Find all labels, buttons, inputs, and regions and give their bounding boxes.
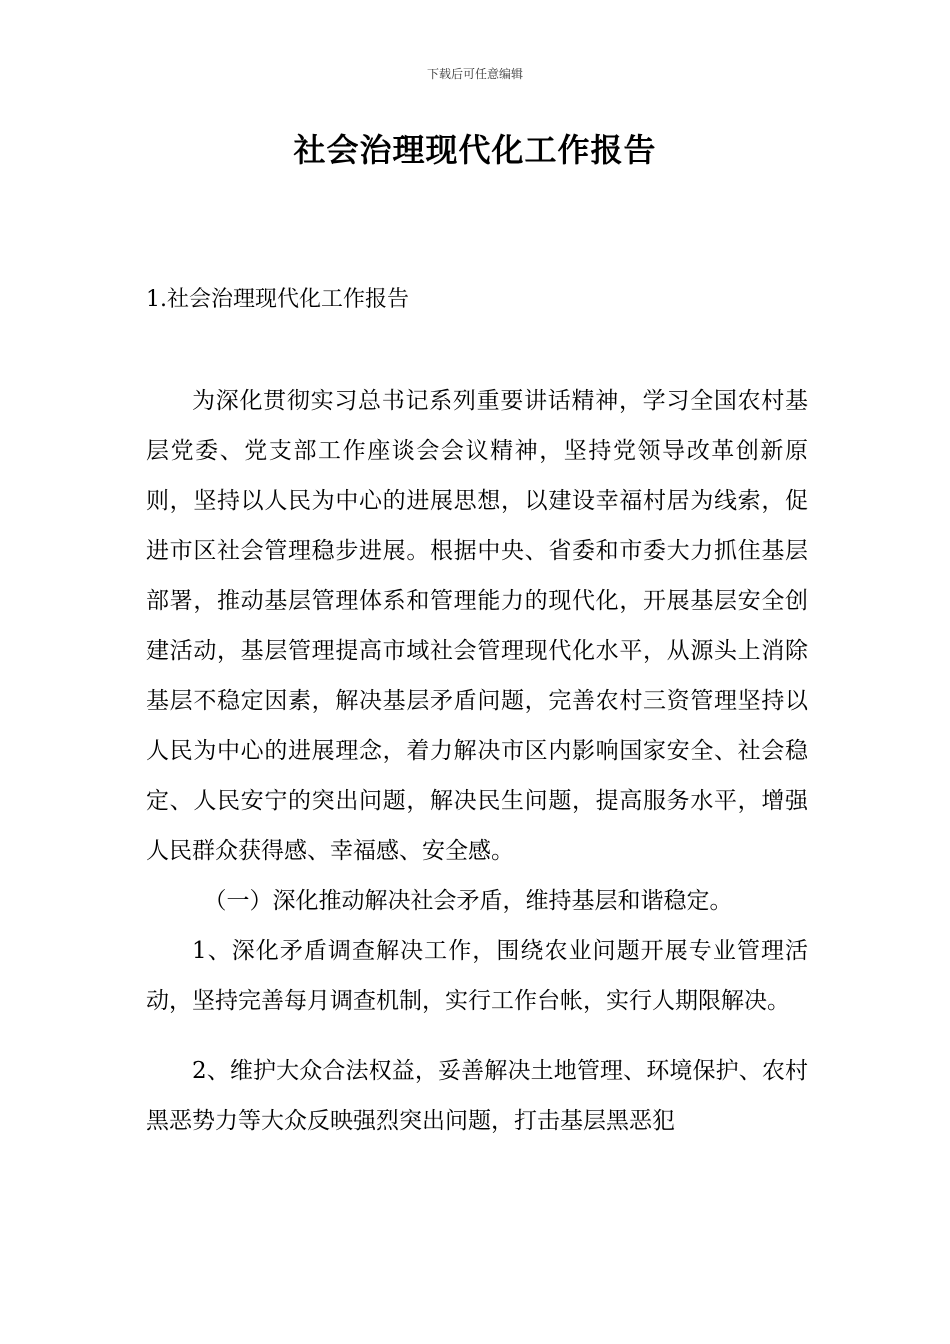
paragraph-item-2: 2、维护大众合法权益，妥善解决土地管理、环境保护、农村黑恶势力等大众反映强烈突出问题，打击基层黑恶犯 <box>146 1058 808 1134</box>
page-title: 社会治理现代化工作报告 <box>293 131 657 169</box>
section-heading: 1.社会治理现代化工作报告 <box>146 287 409 312</box>
paragraph-intro: 为深化贯彻实习总书记系列重要讲话精神，学习全国农村基层党委、党支部工作座谈会会议精神，坚持党领导改革创新原则，坚持以人民为中心的进展思想，以建设幸福村居为线索，促进市区社会管理稳步进展。根据中央、省委和市委大力抓住基层部署，推动基层管理体系和管理能力的现代化，开展基层安全创建活动，基层管理提高市域社会管理现代化水平，从源头上消除基层不稳定因素，解决基层矛盾问题，完善农村三资管理坚持以人民为中心的进展理念，着力解决市区内影响国家安全、社会稳定、人民安宁的突出问题，解决民生问题，提高服务水平，增强人民群众获得感、幸福感、安全感。 <box>146 388 808 864</box>
paragraph-item-1: 1、深化矛盾调查解决工作，围绕农业问题开展专业管理活动，坚持完善每月调查机制，实行工作台帐，实行人期限解决。 <box>146 938 808 1014</box>
header-note: 下载后可任意编辑 <box>426 67 523 81</box>
paragraph-subheading-1: （一）深化推动解决社会矛盾，维持基层和谐稳定。 <box>203 888 733 914</box>
document-body <box>146 376 808 1146</box>
